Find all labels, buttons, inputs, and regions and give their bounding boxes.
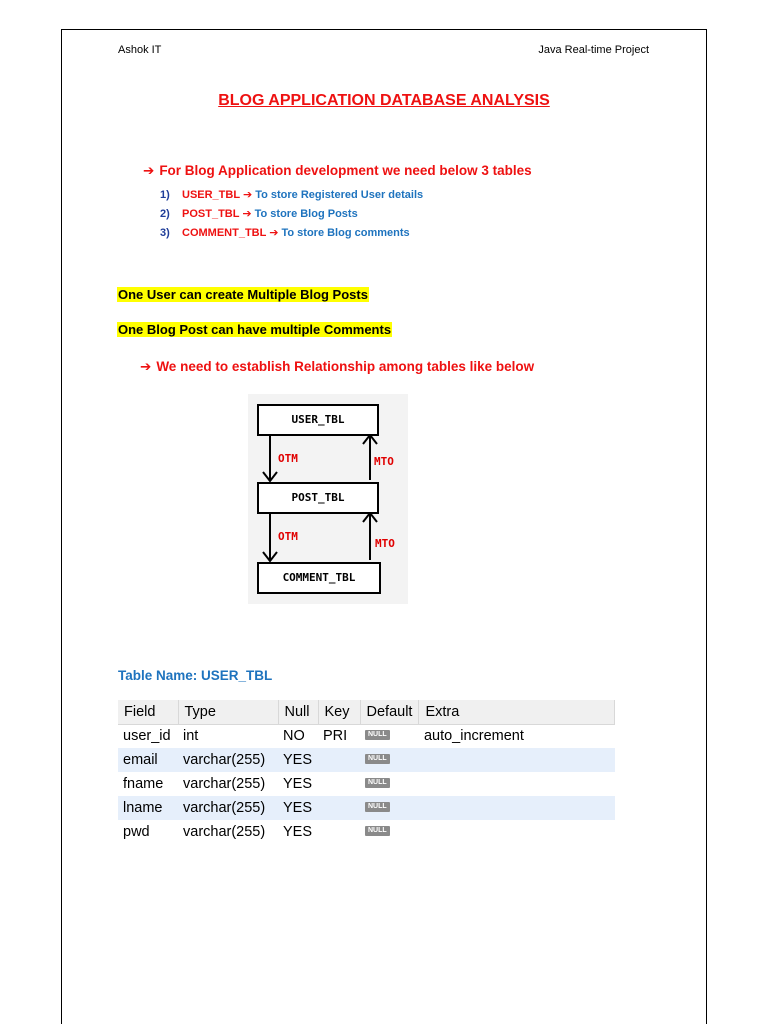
column-header-field: Field [118,700,178,724]
cell-type: varchar(255) [178,748,278,772]
null-badge: NULL [365,754,390,764]
user-table [118,700,615,844]
list-item [160,205,423,224]
column-header-extra: Extra [419,700,615,724]
cell-field: user_id [123,728,171,745]
cell-default [360,748,419,772]
cell-key [318,796,360,820]
cell-null: YES [278,796,318,820]
relationship-text: We need to establish Relationship among tables like below [156,359,535,374]
relationship-diagram [248,394,408,604]
table-row [118,820,615,844]
cell-extra: auto_increment [423,728,524,745]
list-number: 3) [160,227,170,239]
table-row [118,796,615,820]
cell-type: varchar(255) [183,824,266,840]
cell-type: varchar(255) [178,796,278,820]
null-badge: NULL [365,730,390,740]
null-badge: NULL [365,826,390,836]
diagram-box-user: USER_TBL [257,404,379,436]
list-item [160,224,423,243]
lead-text: For Blog Application development we need below 3 tables [159,163,532,178]
highlight-user-posts: One User can create Multiple Blog Posts [118,287,368,302]
column-header-key: Key [318,700,360,724]
cell-type: varchar(255) [183,776,266,792]
list-number: 1) [160,189,170,201]
table-description: To store Blog Posts [254,208,358,220]
cell-default [360,820,419,844]
arrow-icon: ➔ [140,359,152,374]
relation-mto-label: MTO [375,537,395,550]
relation-otm-label: OTM [278,452,298,465]
table-name: POST_TBL [182,208,240,220]
arrow-icon: ➔ [269,227,279,239]
table-row [118,724,615,748]
cell-type: int [183,728,199,745]
cell-field: email [118,748,178,772]
cell-key [318,772,360,796]
arrow-icon: ➔ [242,189,253,201]
cell-field: fname [123,776,164,792]
tables-list [160,186,423,243]
table-row [118,748,615,772]
cell-extra [419,748,615,772]
arrow-icon: ➔ [242,208,252,220]
cell-field: pwd [123,824,150,840]
relation-otm-label: OTM [278,530,298,543]
highlight-post-comments: One Blog Post can have multiple Comments [118,322,392,337]
null-badge: NULL [365,802,390,812]
table-name: COMMENT_TBL [182,227,267,239]
diagram-box-comment: COMMENT_TBL [257,562,381,594]
arrow-icon: ➔ [143,163,155,178]
table-description: To store Registered User details [255,189,424,201]
header-right: Java Real-time Project [538,44,649,56]
list-number: 2) [160,208,170,220]
cell-field: lname [118,796,178,820]
cell-default [360,772,419,796]
cell-null: NO [283,728,305,745]
cell-extra [419,796,615,820]
relation-mto-label: MTO [374,455,394,468]
relationship-paragraph [140,359,534,375]
table-row [118,772,615,796]
cell-extra [419,820,615,844]
cell-key: PRI [323,728,348,745]
null-badge: NULL [365,778,390,788]
header-left: Ashok IT [118,44,162,56]
cell-null: YES [283,776,313,792]
column-header-default: Default [360,700,419,724]
cell-null: YES [283,824,313,840]
table-header-row [118,700,615,724]
table-title: Table Name: USER_TBL [118,668,273,683]
list-item [160,186,423,205]
lead-paragraph [143,163,532,179]
cell-key [318,820,360,844]
column-header-type: Type [178,700,278,724]
cell-null: YES [278,748,318,772]
cell-key [318,748,360,772]
document-title: BLOG APPLICATION DATABASE ANALYSIS [218,92,550,109]
table-description: To store Blog comments [281,227,410,239]
column-header-null: Null [278,700,318,724]
table-name: USER_TBL [182,189,240,201]
diagram-box-post: POST_TBL [257,482,379,514]
cell-extra [419,772,615,796]
cell-default [360,796,419,820]
cell-default [360,724,419,748]
